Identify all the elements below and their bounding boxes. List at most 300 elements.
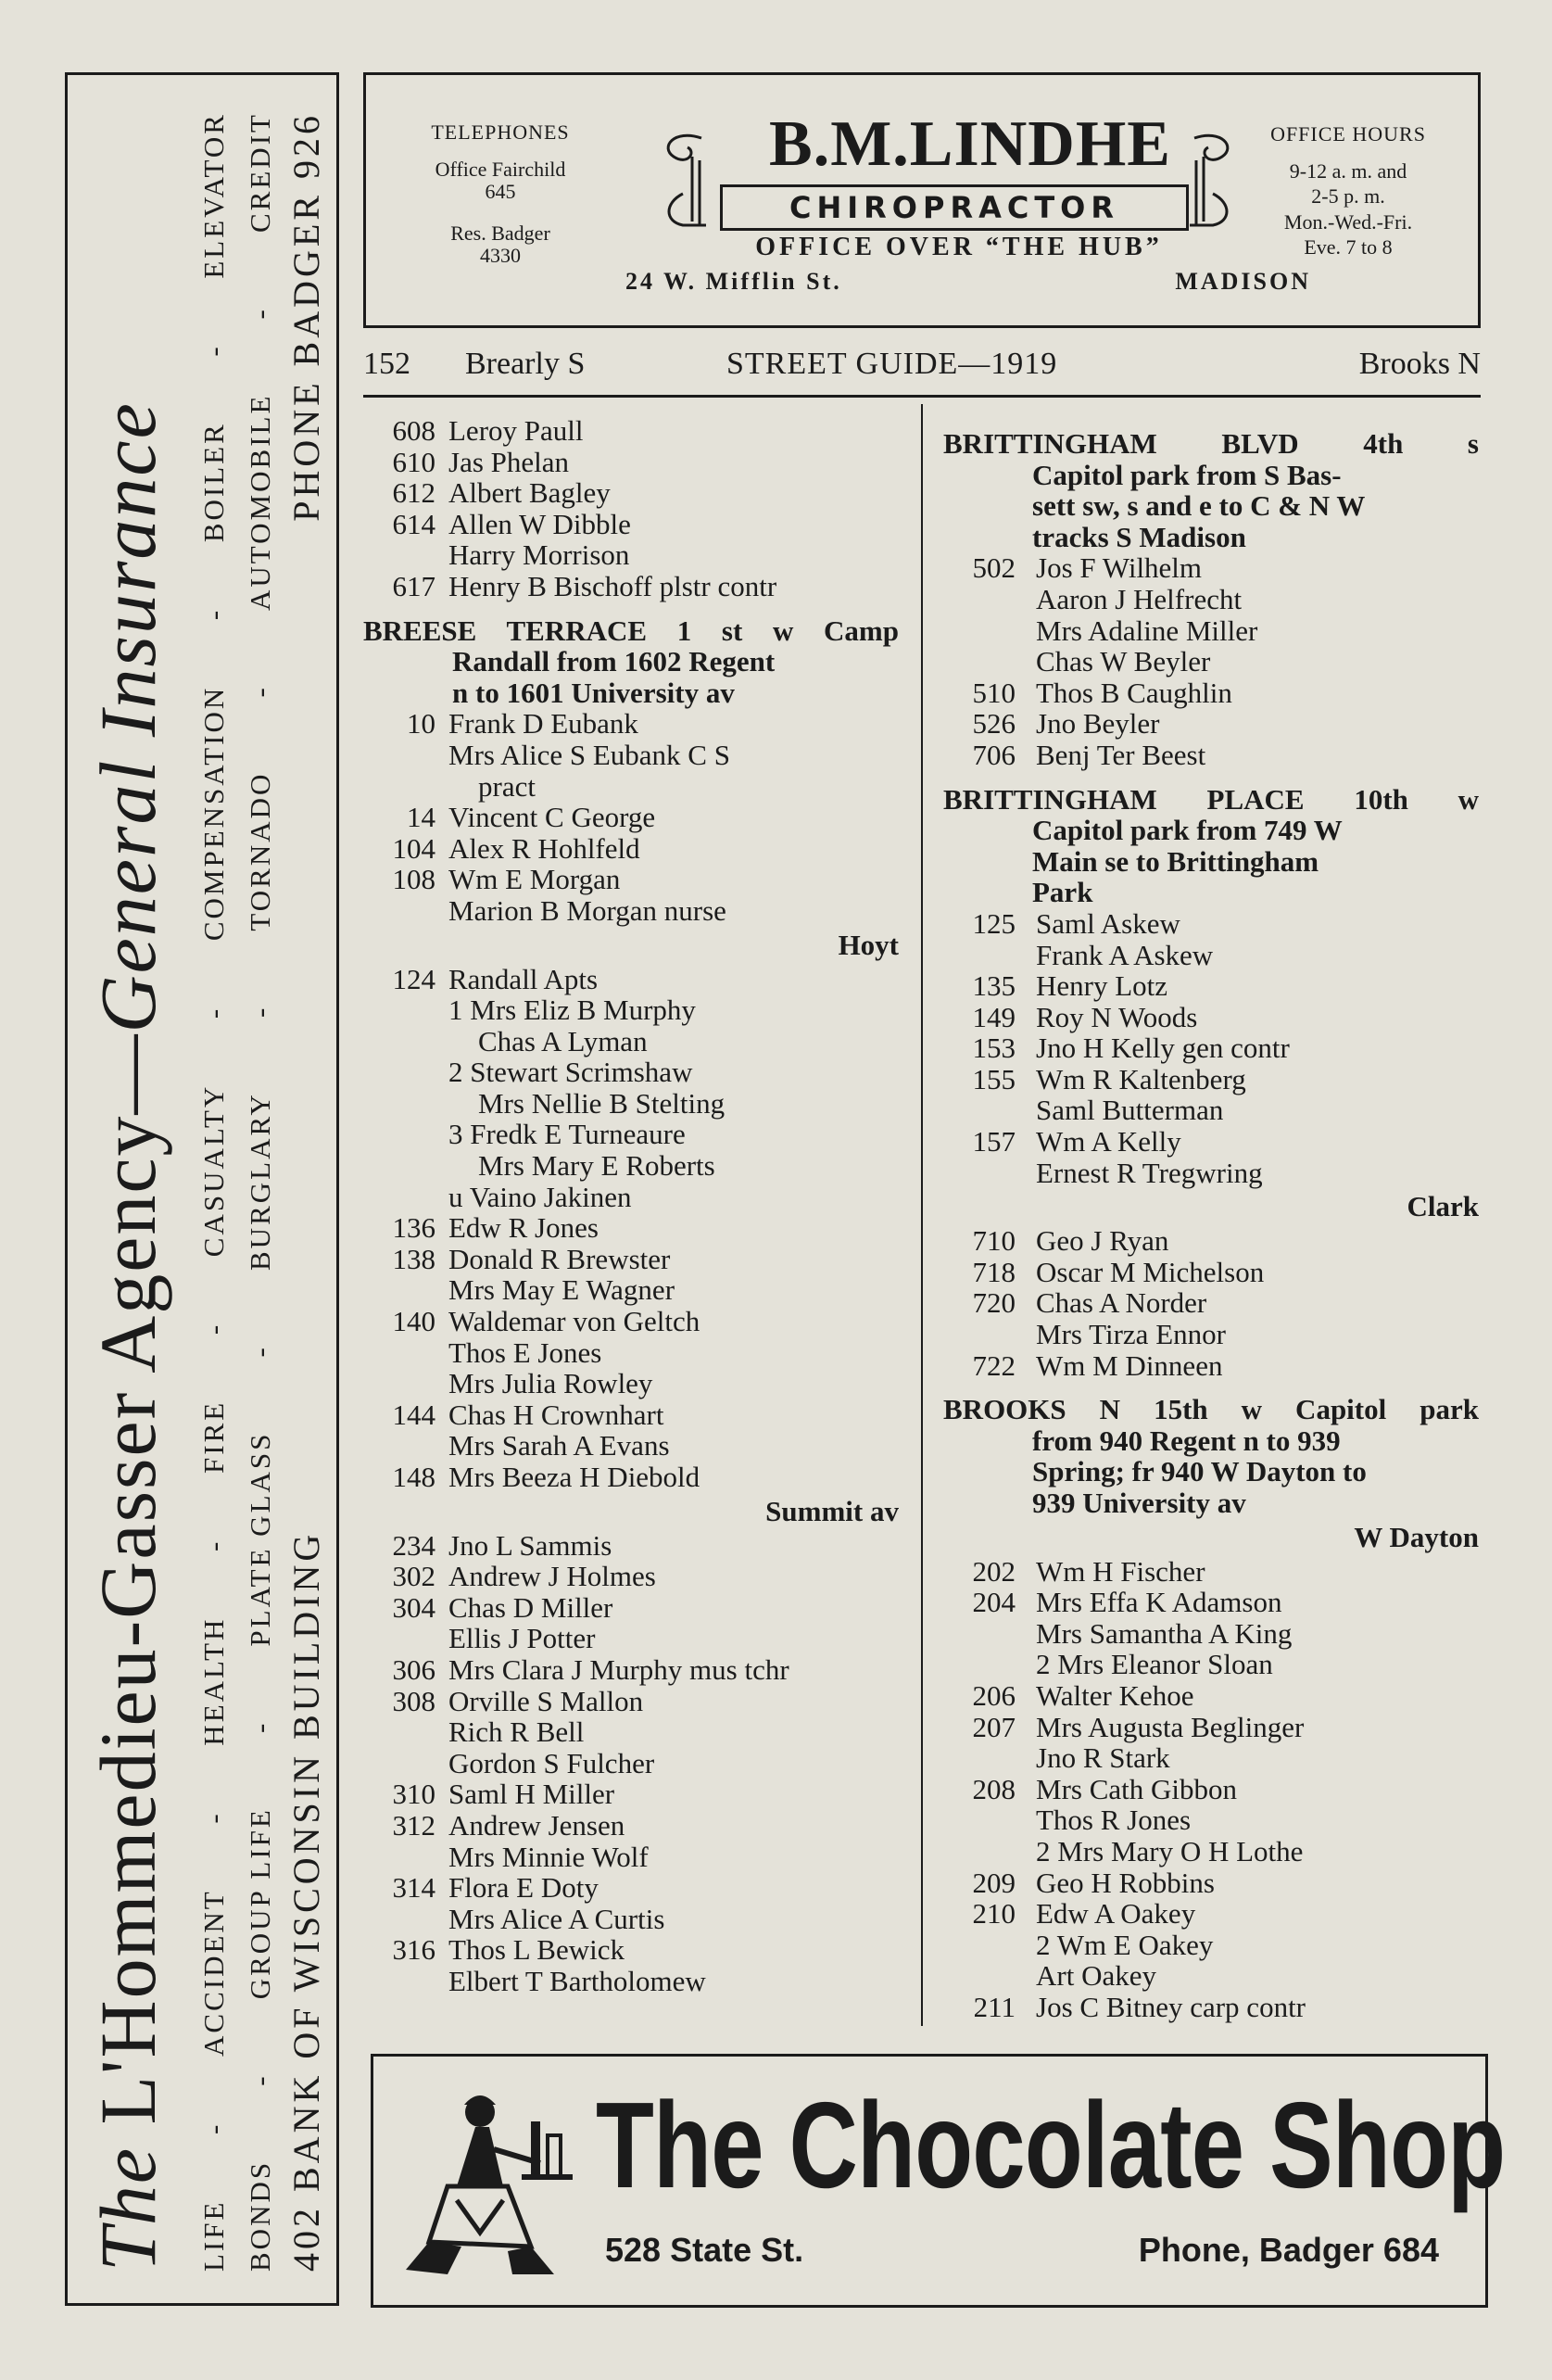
insurance-ad-title xyxy=(83,112,172,2272)
directory-entry xyxy=(363,539,899,571)
right-scroll-ornament-icon xyxy=(1185,129,1241,231)
directory-entry xyxy=(943,740,1479,771)
directory-entry xyxy=(943,646,1479,677)
directory-entry xyxy=(943,1002,1479,1033)
house-number: 722 xyxy=(972,1348,1016,1382)
directory-entry xyxy=(363,1934,899,1966)
directory-entry xyxy=(363,740,899,771)
separator-dash: - xyxy=(244,685,276,698)
resident-name: Geo J Ryan xyxy=(1036,1224,1169,1258)
insurance-type: TORNADO xyxy=(244,771,276,931)
directory-entry xyxy=(363,509,899,540)
street-heading xyxy=(943,784,1479,908)
directory-entry xyxy=(363,1462,899,1493)
directory-entry xyxy=(943,1649,1479,1680)
house-number: 125 xyxy=(972,906,1016,940)
street-description-line: Capitol park from S Bas- xyxy=(1032,458,1342,491)
office-location: OFFICE OVER “THE HUB” xyxy=(755,233,1163,261)
directory-entry xyxy=(943,1774,1479,1805)
directory-entry xyxy=(363,1399,899,1431)
directory-entry xyxy=(363,1026,899,1057)
resident-name: Henry Lotz xyxy=(1036,969,1168,1003)
chiropractor-address xyxy=(625,268,1311,296)
street-description-line: tracks S Madison xyxy=(1032,520,1246,553)
resident-name: Wm M Dinneen xyxy=(1036,1348,1223,1382)
resident-name: Edw R Jones xyxy=(448,1211,599,1245)
insurance-type: ACCIDENT xyxy=(197,1889,230,2057)
resident-name: Orville S Mallon xyxy=(448,1684,644,1717)
directory-entry xyxy=(363,1119,899,1150)
directory-entry xyxy=(363,1530,899,1562)
resident-name: Chas A Lyman xyxy=(478,1024,648,1057)
directory-entry xyxy=(363,1779,899,1810)
insurance-ad-phone: PHONE BADGER 926 xyxy=(285,112,327,522)
insurance-ad-general-insurance: General Insurance xyxy=(83,401,172,1033)
resident-name: Ellis J Potter xyxy=(448,1622,596,1655)
street-name-line: BRITTINGHAM BLVD 4th s xyxy=(943,427,1479,460)
directory-entry xyxy=(363,1182,899,1213)
house-number: 153 xyxy=(972,1032,1016,1065)
directory-entry xyxy=(943,708,1479,740)
resident-name: Art Oakey xyxy=(1036,1959,1156,1993)
separator-dash: - xyxy=(197,1322,230,1336)
resident-name: Mrs Effa K Adamson xyxy=(1036,1586,1282,1619)
directory-entry xyxy=(363,1337,899,1369)
office-hours-line-2: 2-5 p. m. xyxy=(1311,184,1385,208)
resident-name: Chas W Beyler xyxy=(1036,645,1211,678)
house-number: 310 xyxy=(392,1778,435,1811)
cross-street: Summit av xyxy=(765,1494,899,1527)
resident-name: Saml Askew xyxy=(1036,906,1180,940)
directory-entry xyxy=(363,1966,899,1997)
house-number: 209 xyxy=(972,1866,1016,1899)
residence-phone-number: 4330 xyxy=(480,243,521,267)
street-description-line: 939 University av xyxy=(1032,1487,1246,1519)
resident-name: 2 Wm E Oakey xyxy=(1036,1928,1214,1961)
resident-name: Mrs May E Wagner xyxy=(448,1273,675,1307)
insurance-ad-address: 402 BANK OF WISCONSIN BUILDING xyxy=(285,1530,327,2272)
directory-entry xyxy=(363,1150,899,1182)
directory-entry xyxy=(943,1095,1479,1126)
street-heading xyxy=(943,1394,1479,1518)
resident-name: Jos F Wilhelm xyxy=(1036,551,1203,585)
directory-entry xyxy=(363,1244,899,1275)
resident-name: Wm H Fischer xyxy=(1036,1554,1205,1588)
resident-name: Wm A Kelly xyxy=(1036,1125,1181,1158)
resident-name: Andrew Jensen xyxy=(448,1808,625,1842)
directory-entry xyxy=(943,1350,1479,1382)
house-number: 206 xyxy=(972,1678,1016,1712)
chiropractor-advertisement xyxy=(363,72,1481,328)
house-number: 149 xyxy=(972,1000,1016,1033)
house-number: 312 xyxy=(392,1808,435,1842)
directory-entry xyxy=(943,1225,1479,1257)
insurance-type: HEALTH xyxy=(197,1616,230,1746)
directory-entry xyxy=(363,571,899,602)
house-number: 207 xyxy=(972,1710,1016,1743)
directory-entry xyxy=(363,994,899,1026)
chiropractor-city: MADISON xyxy=(1175,268,1311,295)
directory-entry xyxy=(363,833,899,865)
resident-name: Saml Butterman xyxy=(1036,1094,1224,1127)
directory-entry xyxy=(363,771,899,803)
house-number: 210 xyxy=(972,1897,1016,1931)
resident-name: Mrs Nellie B Stelting xyxy=(478,1086,726,1120)
directory-entry xyxy=(943,1319,1479,1350)
directory-entry xyxy=(943,1587,1479,1618)
page-title: STREET GUIDE—1919 xyxy=(726,347,1058,381)
directory-entry xyxy=(363,1872,899,1904)
resident-name: Marion B Morgan nurse xyxy=(448,893,726,927)
house-number: 140 xyxy=(392,1305,435,1338)
office-hours-line-1: 9-12 a. m. and xyxy=(1289,158,1407,183)
resident-name: Andrew J Holmes xyxy=(448,1560,656,1593)
resident-name: Edw A Oakey xyxy=(1036,1897,1196,1931)
directory-entry xyxy=(943,970,1479,1002)
resident-name: Wm E Morgan xyxy=(448,863,621,896)
house-number: 234 xyxy=(392,1528,435,1562)
insurance-type: PLATE GLASS xyxy=(244,1431,276,1647)
directory-entry xyxy=(943,584,1479,615)
street-name-line: BRITTINGHAM PLACE 10th w xyxy=(943,782,1479,816)
house-number: 304 xyxy=(392,1590,435,1624)
separator-dash: - xyxy=(197,607,230,621)
directory-entry xyxy=(943,1804,1479,1836)
directory-entry xyxy=(363,1748,899,1779)
directory-entry xyxy=(363,1561,899,1592)
street-description-line: Main se to Brittingham xyxy=(1032,844,1319,878)
house-number: 136 xyxy=(392,1211,435,1245)
separator-dash: - xyxy=(197,344,230,357)
resident-name: 2 Stewart Scrimshaw xyxy=(448,1056,693,1089)
resident-name: Jno R Stark xyxy=(1036,1741,1170,1775)
resident-name: Flora E Doty xyxy=(448,1871,599,1905)
street-description-line: sett sw, s and e to C & N W xyxy=(1032,489,1366,523)
page-header xyxy=(363,347,1481,398)
resident-name: Mrs Alice A Curtis xyxy=(448,1902,665,1935)
resident-name: Ernest R Tregwring xyxy=(1036,1156,1263,1189)
resident-name: Mrs Samantha A King xyxy=(1036,1616,1293,1650)
resident-name: Henry B Bischoff plstr contr xyxy=(448,569,777,602)
directory-entry xyxy=(363,1904,899,1935)
directory-entry xyxy=(943,1257,1479,1288)
resident-name: Jas Phelan xyxy=(448,445,570,478)
resident-name: 1 Mrs Eliz B Murphy xyxy=(448,994,696,1027)
house-number: 608 xyxy=(392,414,435,447)
resident-name: Thos E Jones xyxy=(448,1336,602,1369)
resident-name: Elbert T Bartholomew xyxy=(448,1964,706,1997)
separator-dash: - xyxy=(197,1006,230,1019)
resident-name: Chas H Crownhart xyxy=(448,1398,664,1431)
directory-entry xyxy=(363,1430,899,1462)
directory-entry xyxy=(363,895,899,927)
directory-entry xyxy=(943,1930,1479,1961)
resident-name: Jno Beyler xyxy=(1036,707,1160,741)
house-number: 718 xyxy=(972,1255,1016,1288)
directory-entry xyxy=(363,1274,899,1306)
street-description-line: Capitol park from 749 W xyxy=(1032,814,1343,847)
separator-dash: - xyxy=(244,1345,276,1358)
house-number: 104 xyxy=(392,831,435,865)
street-description-line: from 940 Regent n to 939 xyxy=(1032,1424,1341,1457)
house-number: 306 xyxy=(392,1652,435,1686)
directory-entry xyxy=(943,1287,1479,1319)
resident-name: Alex R Hohlfeld xyxy=(448,831,640,865)
directory-entry xyxy=(363,1654,899,1686)
directory-entry xyxy=(363,964,899,995)
house-number: 617 xyxy=(392,569,435,602)
resident-name: Jos C Bitney carp contr xyxy=(1036,1990,1306,2023)
resident-name: Oscar M Michelson xyxy=(1036,1255,1265,1288)
separator-dash: - xyxy=(244,307,276,320)
resident-name: Frank D Eubank xyxy=(448,707,638,741)
page-number: 152 xyxy=(363,347,410,381)
house-number: 612 xyxy=(392,476,435,510)
insurance-type: GROUP LIFE xyxy=(244,1807,276,2000)
insurance-type: BONDS xyxy=(244,2159,276,2272)
resident-name: Jno H Kelly gen contr xyxy=(1036,1032,1290,1065)
resident-name: Benj Ter Beest xyxy=(1036,738,1206,771)
right-directory-column xyxy=(943,415,1479,2023)
insurance-type: FIRE xyxy=(197,1399,230,1474)
office-phone-number: 645 xyxy=(485,180,516,204)
telephones-label: TELEPHONES xyxy=(431,120,570,144)
resident-name: Roy N Woods xyxy=(1036,1000,1198,1033)
directory-entry xyxy=(943,1898,1479,1930)
resident-name: Wm R Kaltenberg xyxy=(1036,1062,1246,1095)
directory-entry xyxy=(363,864,899,895)
resident-name: Randall Apts xyxy=(448,962,599,995)
insurance-type: COMPENSATION xyxy=(197,685,230,942)
house-number: 720 xyxy=(972,1286,1016,1320)
resident-name: Geo H Robbins xyxy=(1036,1866,1215,1899)
street-description-line: Park xyxy=(1032,876,1093,909)
house-number: 316 xyxy=(392,1933,435,1967)
directory-entry xyxy=(363,1368,899,1399)
separator-dash: - xyxy=(197,2121,230,2134)
resident-name: Saml H Miller xyxy=(448,1778,615,1811)
resident-name: pract xyxy=(478,769,536,803)
directory-entry xyxy=(943,1992,1479,2023)
chocolate-shop-phone: Phone, Badger 684 xyxy=(1138,2231,1439,2269)
resident-name: Frank A Askew xyxy=(1036,938,1214,971)
resident-name: Thos B Caughlin xyxy=(1036,676,1232,709)
insurance-type: ELEVATOR xyxy=(197,112,230,279)
resident-name: Vincent C George xyxy=(448,801,656,834)
directory-entry xyxy=(943,615,1479,647)
street-name-line: BROOKS N 15th w Capitol park xyxy=(943,1393,1479,1426)
insurance-type: LIFE xyxy=(197,2199,230,2272)
house-number: 610 xyxy=(392,445,435,478)
resident-name: Mrs Adaline Miller xyxy=(1036,614,1258,647)
cross-street: Hoyt xyxy=(838,928,899,961)
resident-name: Jno L Sammis xyxy=(448,1528,612,1562)
resident-name: Mrs Minnie Wolf xyxy=(448,1840,649,1873)
insurance-lines-row-1 xyxy=(197,112,231,2272)
insurance-ad-title-prefix: The xyxy=(83,2124,172,2272)
directory-entry xyxy=(943,908,1479,940)
column-divider xyxy=(921,404,923,2026)
directory-entry xyxy=(943,1126,1479,1158)
house-number: 124 xyxy=(392,962,435,995)
resident-name: Aaron J Helfrecht xyxy=(1036,582,1243,615)
directory-entry xyxy=(943,677,1479,709)
resident-name: Chas A Norder xyxy=(1036,1286,1207,1320)
office-hours-label: OFFICE HOURS xyxy=(1270,122,1426,146)
resident-name: Chas D Miller xyxy=(448,1590,613,1624)
separator-dash: - xyxy=(197,1811,230,1824)
house-number: 314 xyxy=(392,1871,435,1905)
street-heading xyxy=(943,428,1479,552)
insurance-type: AUTOMOBILE xyxy=(244,393,276,611)
directory-entry xyxy=(363,1623,899,1654)
house-number: 135 xyxy=(972,969,1016,1003)
directory-entry xyxy=(363,1306,899,1337)
insurance-ad-footer xyxy=(284,112,328,2272)
house-number: 14 xyxy=(407,801,435,834)
house-number: 204 xyxy=(972,1586,1016,1619)
insurance-lines-row-2 xyxy=(244,112,277,2272)
directory-entry xyxy=(943,1032,1479,1064)
office-phone-label: Office Fairchild xyxy=(435,158,566,182)
resident-name: Mrs Sarah A Evans xyxy=(448,1429,670,1462)
directory-entry xyxy=(943,940,1479,971)
house-number: 148 xyxy=(392,1461,435,1493)
directory-entry xyxy=(943,1836,1479,1867)
house-number: 526 xyxy=(972,707,1016,741)
resident-name: Waldemar von Geltch xyxy=(448,1305,700,1338)
house-number: 308 xyxy=(392,1684,435,1717)
house-number: 155 xyxy=(972,1062,1016,1095)
insurance-type: CASUALTY xyxy=(197,1083,230,1258)
resident-name: Mrs Clara J Murphy mus tchr xyxy=(448,1652,789,1686)
directory-entry xyxy=(363,1592,899,1624)
residence-phone-label: Res. Badger xyxy=(450,221,550,245)
house-number: 302 xyxy=(392,1560,435,1593)
directory-entry xyxy=(363,1686,899,1717)
insurance-type: CREDIT xyxy=(244,112,276,233)
resident-name: Mrs Augusta Beglinger xyxy=(1036,1710,1305,1743)
directory-entry xyxy=(363,1716,899,1748)
left-scroll-ornament-icon xyxy=(655,129,711,231)
directory-entry xyxy=(363,708,899,740)
resident-name: Walter Kehoe xyxy=(1036,1678,1194,1712)
office-hours-line-3: Mon.-Wed.-Fri. xyxy=(1283,209,1413,234)
chocolate-shop-address: 528 State St. xyxy=(605,2231,804,2269)
directory-entry xyxy=(943,552,1479,584)
resident-name: Mrs Mary E Roberts xyxy=(478,1149,715,1183)
directory-entry xyxy=(943,1680,1479,1712)
office-phone xyxy=(403,158,598,203)
directory-entry xyxy=(943,1064,1479,1095)
office-hours-block xyxy=(1237,121,1459,260)
house-number: 614 xyxy=(392,507,435,540)
house-number: 510 xyxy=(972,676,1016,709)
resident-name: Thos L Bewick xyxy=(448,1933,625,1967)
house-number: 706 xyxy=(972,738,1016,771)
house-number: 157 xyxy=(972,1125,1016,1158)
street-description-line: Randall from 1602 Regent xyxy=(452,645,776,678)
separator-dash: - xyxy=(244,2073,276,2086)
insurance-ad-agency-word: Agency— xyxy=(83,1032,172,1391)
telephones-block xyxy=(403,121,598,285)
directory-entry xyxy=(363,1088,899,1120)
separator-dash: - xyxy=(244,1720,276,1734)
directory-entry xyxy=(943,1867,1479,1899)
resident-name: 2 Mrs Eleanor Sloan xyxy=(1036,1648,1273,1681)
resident-name: Allen W Dibble xyxy=(448,507,631,540)
residence-phone xyxy=(403,222,598,267)
directory-entry xyxy=(943,1712,1479,1743)
separator-dash: - xyxy=(197,1538,230,1551)
directory-entry xyxy=(363,1057,899,1088)
directory-entry xyxy=(363,1810,899,1842)
street-heading xyxy=(363,615,899,709)
house-number: 208 xyxy=(972,1772,1016,1805)
directory-entry xyxy=(363,1212,899,1244)
house-number: 202 xyxy=(972,1554,1016,1588)
resident-name: Mrs Alice S Eubank C S xyxy=(448,738,730,771)
profession-banner: CHIROPRACTOR xyxy=(720,184,1189,231)
resident-name: 2 Mrs Mary O H Lothe xyxy=(1036,1834,1304,1867)
resident-name: Donald R Brewster xyxy=(448,1242,671,1275)
resident-name: Thos R Jones xyxy=(1036,1804,1192,1837)
insurance-ad-agency-name: L'Hommedieu-Gasser xyxy=(83,1390,172,2125)
resident-name: Mrs Beeza H Diebold xyxy=(448,1461,700,1493)
house-number: 710 xyxy=(972,1224,1016,1258)
directory-entry xyxy=(363,477,899,509)
chocolate-shop-advertisement xyxy=(371,2054,1506,2308)
house-number: 138 xyxy=(392,1242,435,1275)
office-hours-line-4: Eve. 7 to 8 xyxy=(1304,235,1393,259)
separator-dash: - xyxy=(244,1005,276,1019)
insurance-advertisement xyxy=(65,72,339,2306)
insurance-type: BURGLARY xyxy=(244,1092,276,1271)
directory-entry xyxy=(943,1158,1479,1189)
insurance-ad-rotated-content xyxy=(68,75,339,2306)
house-number: 502 xyxy=(972,551,1016,585)
chocolate-shop-name: The Chocolate Shop xyxy=(596,2077,1506,2213)
insurance-type: BOILER xyxy=(197,422,230,543)
resident-name: u Vaino Jakinen xyxy=(448,1180,632,1213)
street-description-line: Spring; fr 940 W Dayton to xyxy=(1032,1455,1367,1488)
resident-name: Harry Morrison xyxy=(448,538,630,572)
resident-name: Albert Bagley xyxy=(448,476,611,510)
directory-entry xyxy=(363,415,899,447)
resident-name: Mrs Cath Gibbon xyxy=(1036,1772,1237,1805)
chiropractor-street: 24 W. Mifflin St. xyxy=(625,268,842,295)
resident-name: Rich R Bell xyxy=(448,1715,585,1749)
header-right-key: Brooks N xyxy=(1358,347,1481,381)
resident-name: Leroy Paull xyxy=(448,414,584,447)
house-number: 144 xyxy=(392,1398,435,1431)
resident-name: Mrs Julia Rowley xyxy=(448,1367,653,1400)
directory-entry xyxy=(363,802,899,833)
house-number: 211 xyxy=(973,1990,1016,2023)
directory-entry xyxy=(943,1960,1479,1992)
directory-entry xyxy=(943,1556,1479,1588)
chiropractor-name: B.M.LINDHE xyxy=(769,108,1171,180)
waitress-logo-icon xyxy=(392,2084,577,2288)
directory-entry xyxy=(943,1618,1479,1650)
directory-entry xyxy=(943,1742,1479,1774)
resident-name: 3 Fredk E Turneaure xyxy=(448,1118,686,1151)
house-number: 10 xyxy=(407,707,435,741)
header-left-key: Brearly S xyxy=(465,347,586,381)
left-directory-column xyxy=(363,415,899,1997)
street-name-line: BREESE TERRACE 1 st w Camp xyxy=(363,614,899,647)
cross-street: Clark xyxy=(1407,1190,1479,1223)
